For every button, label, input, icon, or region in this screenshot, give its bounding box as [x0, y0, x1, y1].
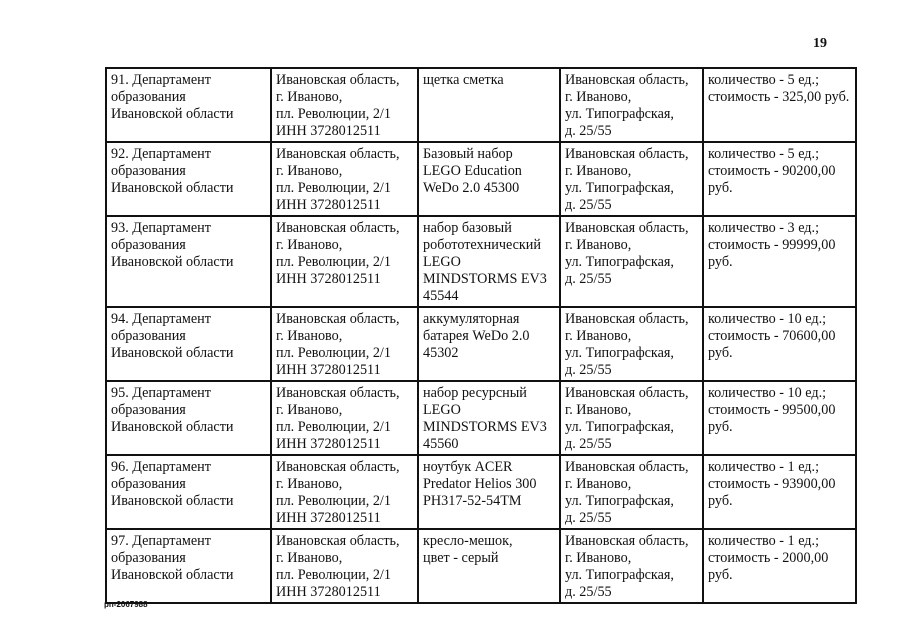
cell-text-line: г. Иваново, — [276, 402, 343, 418]
cell-text-line: 93. Департамент — [111, 220, 211, 236]
recipient-cell — [106, 142, 271, 216]
cell-text-line: Ивановской области — [111, 106, 234, 122]
cell-text-line: руб. — [708, 345, 733, 361]
quantity-cost-cell — [703, 142, 856, 216]
item-name-cell — [418, 216, 560, 307]
location-cell — [560, 307, 703, 381]
location-cell — [560, 455, 703, 529]
cell-text-line: ИНН 3728012511 — [276, 271, 381, 287]
location-cell — [560, 529, 703, 603]
cell-text-line: Ивановская область, — [276, 72, 400, 88]
cell-text-line: ИНН 3728012511 — [276, 584, 381, 600]
cell-text-line: Ивановской области — [111, 419, 234, 435]
cell-text-line: ул. Типографская, — [565, 567, 674, 583]
cell-text-line: стоимость - 93900,00 — [708, 476, 836, 492]
cell-text-line: г. Иваново, — [276, 476, 343, 492]
location-cell — [560, 68, 703, 142]
quantity-cost-cell — [703, 455, 856, 529]
cell-text-line: Ивановская область, — [565, 146, 689, 162]
recipient-address-cell — [271, 307, 418, 381]
cell-text-line: д. 25/55 — [565, 362, 612, 378]
cell-text-line: г. Иваново, — [276, 89, 343, 105]
cell-text-line: д. 25/55 — [565, 271, 612, 287]
quantity-cost-cell — [703, 307, 856, 381]
cell-text-line: 95. Департамент — [111, 385, 211, 401]
cell-text-line: MINDSTORMS EV3 — [423, 271, 547, 287]
cell-text-line: Ивановская область, — [565, 72, 689, 88]
cell-text-line: Ивановская область, — [276, 459, 400, 475]
cell-text-line: стоимость - 325,00 руб. — [708, 89, 850, 105]
cell-text-line: количество - 5 ед.; — [708, 72, 820, 88]
cell-text-line: 91. Департамент — [111, 72, 211, 88]
item-name-cell — [418, 381, 560, 455]
cell-text-line: аккумуляторная — [423, 311, 520, 327]
cell-text-line: г. Иваново, — [565, 550, 632, 566]
cell-text-line: пл. Революции, 2/1 — [276, 180, 391, 196]
item-name-cell — [418, 68, 560, 142]
cell-text-line: PH317-52-54TM — [423, 493, 522, 509]
cell-text-line: образования — [111, 402, 186, 418]
recipient-address-cell — [271, 455, 418, 529]
cell-text-line: ул. Типографская, — [565, 345, 674, 361]
recipient-address-cell — [271, 216, 418, 307]
cell-text-line: 92. Департамент — [111, 146, 211, 162]
cell-text-line: образования — [111, 89, 186, 105]
cell-text-line: Ивановская область, — [276, 385, 400, 401]
cell-text-line: Ивановская область, — [276, 311, 400, 327]
cell-text-line: батарея WeDo 2.0 — [423, 328, 530, 344]
cell-text-line: ул. Типографская, — [565, 419, 674, 435]
table-row — [106, 142, 856, 216]
location-cell — [560, 142, 703, 216]
cell-text-line: г. Иваново, — [565, 402, 632, 418]
page-number: 19 — [813, 36, 827, 51]
recipient-cell — [106, 455, 271, 529]
cell-text-line: количество - 3 ед.; — [708, 220, 820, 236]
quantity-cost-cell — [703, 68, 856, 142]
quantity-cost-cell — [703, 529, 856, 603]
recipient-cell — [106, 381, 271, 455]
cell-text-line: д. 25/55 — [565, 197, 612, 213]
cell-text-line: 45560 — [423, 436, 459, 452]
cell-text-line: ул. Типографская, — [565, 254, 674, 270]
item-name-cell — [418, 142, 560, 216]
cell-text-line: Ивановской области — [111, 254, 234, 270]
table-row — [106, 529, 856, 603]
cell-text-line: LEGO — [423, 402, 461, 418]
cell-text-line: руб. — [708, 493, 733, 509]
cell-text-line: пл. Революции, 2/1 — [276, 567, 391, 583]
table-row — [106, 455, 856, 529]
quantity-cost-cell — [703, 381, 856, 455]
table-body — [106, 68, 856, 603]
cell-text-line: LEGO Education — [423, 163, 522, 179]
cell-text-line: Ивановская область, — [276, 220, 400, 236]
cell-text-line: образования — [111, 163, 186, 179]
cell-text-line: 97. Департамент — [111, 533, 211, 549]
cell-text-line: руб. — [708, 254, 733, 270]
cell-text-line: д. 25/55 — [565, 584, 612, 600]
cell-text-line: г. Иваново, — [276, 237, 343, 253]
item-name-cell — [418, 455, 560, 529]
cell-text-line: стоимость - 99999,00 — [708, 237, 836, 253]
cell-text-line: количество - 10 ед.; — [708, 385, 827, 401]
cell-text-line: Ивановская область, — [565, 385, 689, 401]
cell-text-line: ИНН 3728012511 — [276, 436, 381, 452]
recipient-cell — [106, 216, 271, 307]
recipient-address-cell — [271, 68, 418, 142]
cell-text-line: г. Иваново, — [565, 89, 632, 105]
cell-text-line: Ивановская область, — [565, 311, 689, 327]
cell-text-line: Ивановской области — [111, 567, 234, 583]
recipient-cell — [106, 68, 271, 142]
cell-text-line: ИНН 3728012511 — [276, 197, 381, 213]
cell-text-line: количество - 1 ед.; — [708, 459, 820, 475]
cell-text-line: кресло-мешок, — [423, 533, 513, 549]
cell-text-line: образования — [111, 237, 186, 253]
cell-text-line: ул. Типографская, — [565, 493, 674, 509]
recipient-address-cell — [271, 381, 418, 455]
table-row — [106, 307, 856, 381]
cell-text-line: Predator Helios 300 — [423, 476, 537, 492]
item-name-cell — [418, 307, 560, 381]
cell-text-line: пл. Революции, 2/1 — [276, 345, 391, 361]
cell-text-line: г. Иваново, — [565, 163, 632, 179]
cell-text-line: пл. Революции, 2/1 — [276, 419, 391, 435]
recipient-address-cell — [271, 142, 418, 216]
cell-text-line: стоимость - 90200,00 — [708, 163, 836, 179]
cell-text-line: Ивановская область, — [565, 533, 689, 549]
cell-text-line: LEGO — [423, 254, 461, 270]
cell-text-line: робототехнический — [423, 237, 541, 253]
cell-text-line: пл. Революции, 2/1 — [276, 254, 391, 270]
cell-text-line: ИНН 3728012511 — [276, 510, 381, 526]
recipient-cell — [106, 529, 271, 603]
cell-text-line: количество - 1 ед.; — [708, 533, 820, 549]
cell-text-line: д. 25/55 — [565, 123, 612, 139]
cell-text-line: цвет - серый — [423, 550, 499, 566]
cell-text-line: 94. Департамент — [111, 311, 211, 327]
cell-text-line: ИНН 3728012511 — [276, 123, 381, 139]
cell-text-line: Ивановская область, — [276, 146, 400, 162]
cell-text-line: г. Иваново, — [565, 476, 632, 492]
cell-text-line: стоимость - 2000,00 — [708, 550, 829, 566]
cell-text-line: руб. — [708, 419, 733, 435]
cell-text-line: ИНН 3728012511 — [276, 362, 381, 378]
cell-text-line: стоимость - 70600,00 — [708, 328, 836, 344]
cell-text-line: 45302 — [423, 345, 459, 361]
table-row — [106, 68, 856, 142]
location-cell — [560, 216, 703, 307]
cell-text-line: 45544 — [423, 288, 459, 304]
cell-text-line: руб. — [708, 567, 733, 583]
cell-text-line: щетка сметка — [423, 72, 504, 88]
cell-text-line: г. Иваново, — [276, 550, 343, 566]
cell-text-line: MINDSTORMS EV3 — [423, 419, 547, 435]
cell-text-line: пл. Революции, 2/1 — [276, 106, 391, 122]
cell-text-line: д. 25/55 — [565, 436, 612, 452]
cell-text-line: пл. Революции, 2/1 — [276, 493, 391, 509]
table-row — [106, 381, 856, 455]
cell-text-line: г. Иваново, — [276, 328, 343, 344]
cell-text-line: Ивановской области — [111, 180, 234, 196]
cell-text-line: количество - 5 ед.; — [708, 146, 820, 162]
cell-text-line: набор ресурсный — [423, 385, 527, 401]
item-name-cell — [418, 529, 560, 603]
cell-text-line: образования — [111, 328, 186, 344]
cell-text-line: г. Иваново, — [565, 328, 632, 344]
location-cell — [560, 381, 703, 455]
recipient-cell — [106, 307, 271, 381]
cell-text-line: Ивановская область, — [565, 220, 689, 236]
allocation-table — [105, 67, 857, 604]
footer-document-code: pn-2067988 — [104, 600, 148, 609]
cell-text-line: 96. Департамент — [111, 459, 211, 475]
cell-text-line: образования — [111, 550, 186, 566]
cell-text-line: Ивановской области — [111, 493, 234, 509]
cell-text-line: д. 25/55 — [565, 510, 612, 526]
quantity-cost-cell — [703, 216, 856, 307]
cell-text-line: Ивановская область, — [565, 459, 689, 475]
table-row — [106, 216, 856, 307]
cell-text-line: Ивановской области — [111, 345, 234, 361]
cell-text-line: WeDo 2.0 45300 — [423, 180, 520, 196]
cell-text-line: образования — [111, 476, 186, 492]
cell-text-line: г. Иваново, — [565, 237, 632, 253]
cell-text-line: ноутбук ACER — [423, 459, 513, 475]
recipient-address-cell — [271, 529, 418, 603]
cell-text-line: Базовый набор — [423, 146, 513, 162]
cell-text-line: набор базовый — [423, 220, 512, 236]
cell-text-line: количество - 10 ед.; — [708, 311, 827, 327]
cell-text-line: стоимость - 99500,00 — [708, 402, 836, 418]
cell-text-line: Ивановская область, — [276, 533, 400, 549]
cell-text-line: ул. Типографская, — [565, 106, 674, 122]
cell-text-line: руб. — [708, 180, 733, 196]
cell-text-line: ул. Типографская, — [565, 180, 674, 196]
cell-text-line: г. Иваново, — [276, 163, 343, 179]
